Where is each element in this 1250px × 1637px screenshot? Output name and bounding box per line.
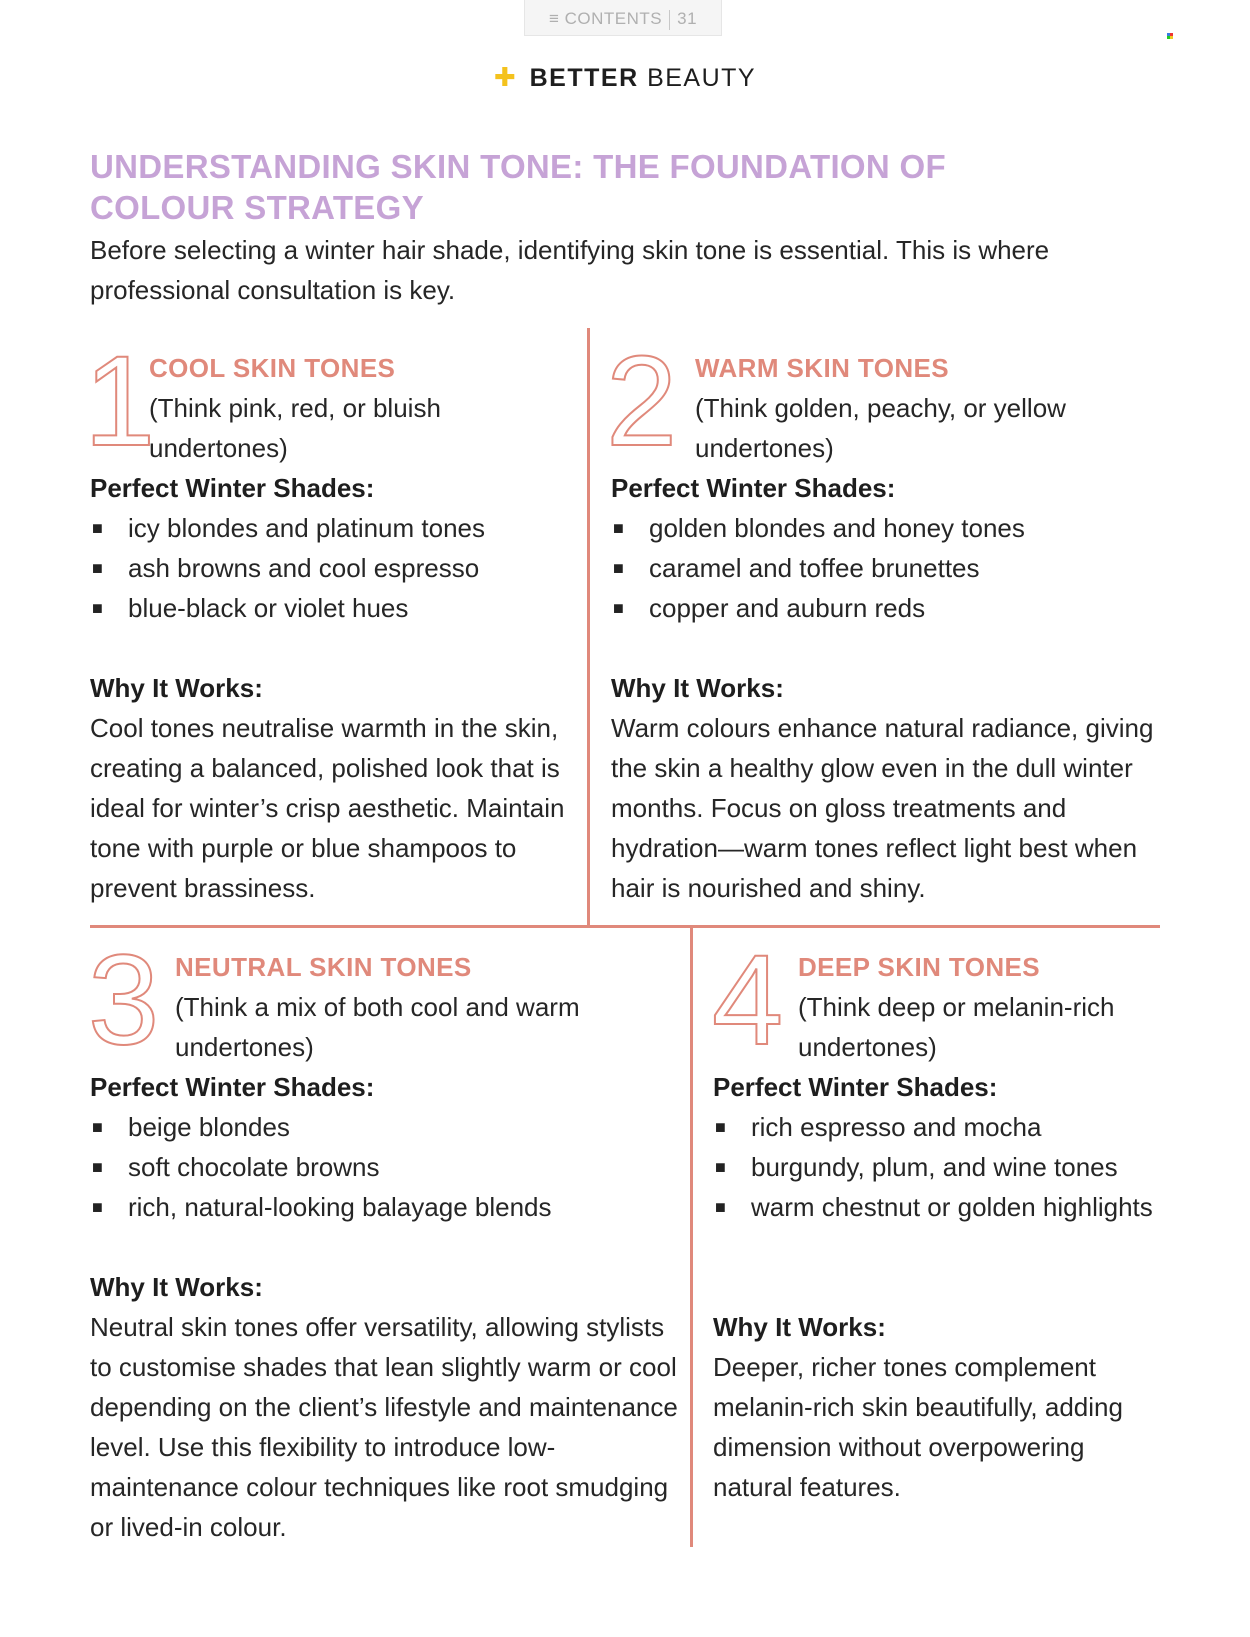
divider [669,10,670,30]
list-item: ■ caramel and toffee brunettes [611,548,1151,588]
square-bullet-icon: ■ [613,558,624,578]
list-item: ■ rich espresso and mocha [713,1107,1153,1147]
square-bullet-icon: ■ [613,598,624,618]
shades-label: Perfect Winter Shades: [713,1072,998,1102]
square-bullet-icon: ■ [92,598,103,618]
section-subtitle: (Think a mix of both cool and warm undertones) [175,992,580,1062]
shades-list [90,508,570,628]
contents-link[interactable]: ≡ CONTENTS [548,9,663,28]
shades-list [713,1107,1153,1227]
square-bullet-icon: ■ [92,1157,103,1177]
why-text: Warm colours enhance natural radiance, giving the skin a healthy glow even in the dull winter months. Focus on gloss treatments and hydration—warm tones reflect light best when hair is nourished and shiny. [611,713,1154,903]
square-bullet-icon: ■ [715,1197,726,1217]
shades-list [90,1107,680,1227]
section-subtitle: (Think pink, red, or bluish undertones) [149,393,441,463]
list-item: ■ ash browns and cool espresso [90,548,570,588]
section-title: COOL SKIN TONES [149,353,396,383]
square-bullet-icon: ■ [715,1157,726,1177]
list-item: ■ soft chocolate browns [90,1147,680,1187]
section-number: 2 [606,330,678,473]
vertical-divider-bottom [690,927,693,1547]
list-item: ■ blue-black or violet hues [90,588,570,628]
vertical-divider-top [587,328,590,925]
contents-tab[interactable] [524,0,722,36]
square-bullet-icon: ■ [715,1117,726,1137]
shades-label: Perfect Winter Shades: [90,1072,375,1102]
page-number: 31 [677,9,698,28]
section-number: 4 [712,929,784,1072]
why-label: Why It Works: [611,673,784,703]
square-bullet-icon: ■ [92,558,103,578]
corner-mark [1170,36,1173,39]
section-number: 1 [84,330,156,473]
list-item: ■ warm chestnut or golden highlights [713,1187,1153,1227]
shades-label: Perfect Winter Shades: [611,473,896,503]
why-text: Neutral skin tones offer versatility, allowing stylists to customise shades that lean slightly warm or cool depending on the client’s lifestyle and maintenance level. Use this flexibility to introduce low-maintenance colour techniques like root smudging or lived-in colour. [90,1312,678,1542]
shades-label: Perfect Winter Shades: [90,473,375,503]
why-text: Cool tones neutralise warmth in the skin, creating a balanced, polished look that is ideal for winter’s crisp aesthetic. Maintain tone with purple or blue shampoos to prevent brassiness. [90,713,565,903]
why-label: Why It Works: [713,1312,886,1342]
brand-header [0,62,1250,93]
list-item: ■ beige blondes [90,1107,680,1147]
plus-icon: ✚ [493,62,518,92]
section-title: DEEP SKIN TONES [798,952,1040,982]
square-bullet-icon: ■ [92,1117,103,1137]
list-item: ■ burgundy, plum, and wine tones [713,1147,1153,1187]
section-subtitle: (Think golden, peachy, or yellow undertones) [695,393,1066,463]
list-item: ■ copper and auburn reds [611,588,1151,628]
horizontal-divider [90,925,1160,928]
why-label: Why It Works: [90,673,263,703]
section-subtitle: (Think deep or melanin-rich undertones) [798,992,1115,1062]
square-bullet-icon: ■ [613,518,624,538]
brand-name-bold: BETTER [529,64,639,92]
shades-list [611,508,1151,628]
why-text: Deeper, richer tones complement melanin-rich skin beautifully, adding dimension without overpowering natural features. [713,1352,1123,1502]
article-heading: UNDERSTANDING SKIN TONE: THE FOUNDATION OF COLOUR STRATEGY [90,148,946,226]
square-bullet-icon: ■ [92,518,103,538]
brand-name-light: BEAUTY [647,64,757,92]
list-item: ■ icy blondes and platinum tones [90,508,570,548]
list-item: ■ rich, natural-looking balayage blends [90,1187,680,1227]
section-title: WARM SKIN TONES [695,353,949,383]
section-title: NEUTRAL SKIN TONES [175,952,472,982]
section-number: 3 [88,929,160,1072]
list-item: ■ golden blondes and honey tones [611,508,1151,548]
intro-paragraph: Before selecting a winter hair shade, identifying skin tone is essential. This is where professional consultation is key. [90,235,1050,305]
why-label: Why It Works: [90,1272,263,1302]
square-bullet-icon: ■ [92,1197,103,1217]
